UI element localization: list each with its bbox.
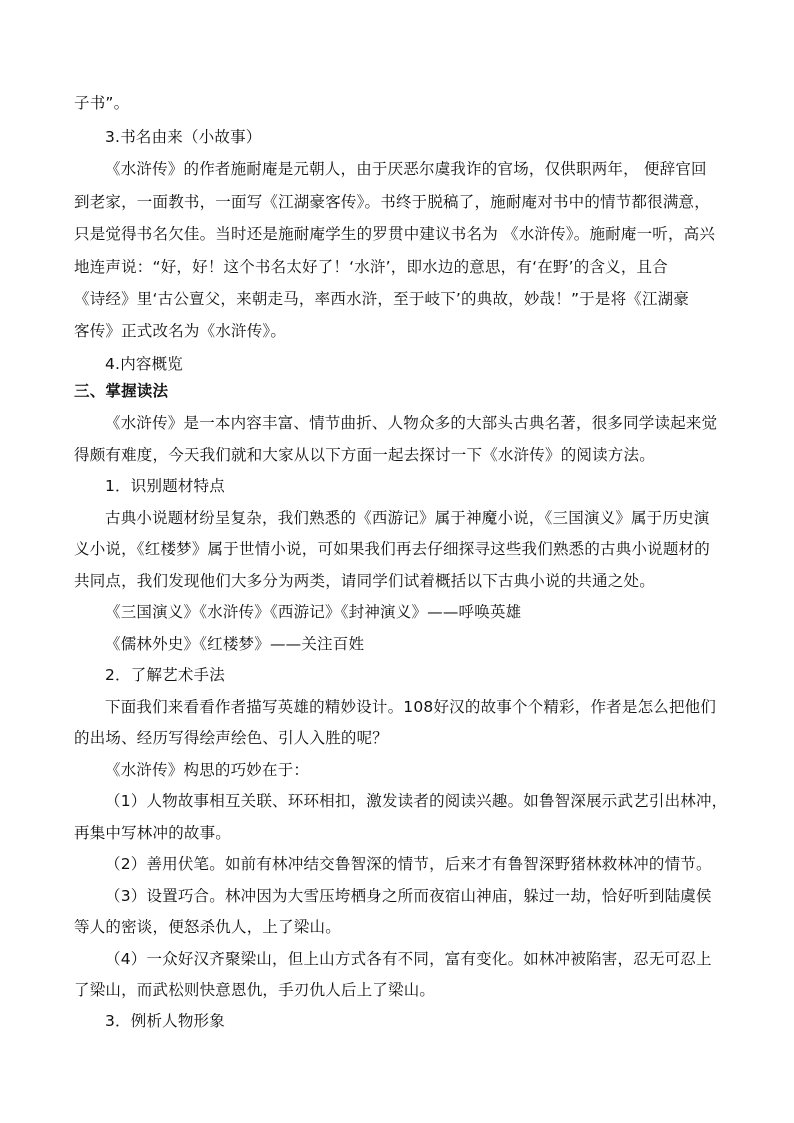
text-line-14: 古典小说题材纷呈复杂，我们熟悉的《西游记》属于神魔小说，《三国演义》属于历史演 <box>105 509 710 527</box>
text-line-22: 《水浒传》构思的巧妙在于： <box>105 761 310 779</box>
text-line-8: 客传》正式改名为《水浒传》。 <box>74 322 287 340</box>
text-line-24: 再集中写林冲的故事。 <box>74 824 232 842</box>
text-line-1: 子书”。 <box>74 94 130 112</box>
text-line-3: 《水浒传》的作者施耐庵是元朝人，由于厌恶尔虞我诈的官场，仅供职两年， 便辞官回 <box>105 160 707 178</box>
text-line-20: 下面我们来看看作者描写英雄的精妙设计。108好汉的故事个个精彩，作者是怎么把他们 <box>105 698 717 716</box>
text-line-16: 共同点，我们发现他们大多分为两类，请同学们试着概括以下古典小说的共通之处。 <box>74 572 655 590</box>
section-heading-artistic-technique: 2．了解艺术手法 <box>105 666 225 684</box>
text-line-12: 得颇有难度，今天我们就和大家从以下方面一起去探讨一下《水浒传》的阅读方法。 <box>74 446 655 464</box>
section-heading-character-analysis: 3．例析人物形象 <box>105 1012 225 1030</box>
text-line-27: 等人的密谈，便怒杀仇人，上了梁山。 <box>74 918 341 936</box>
text-line-28: （4）一众好汉齐聚梁山，但上山方式各有不同，富有变化。如林冲被陷害，忍无可忍上 <box>105 950 712 968</box>
text-line-11: 《水浒传》是一本内容丰富、情节曲折、人物众多的大部头古典名著，很多同学读起来觉 <box>105 414 718 432</box>
text-line-17: 《三国演义》《水浒传》《西游记》《封神演义》——呼唤英雄 <box>105 603 522 621</box>
text-line-18: 《儒林外史》《红楼梦》——关注百姓 <box>105 635 365 653</box>
text-line-29: 了梁山，而武松则快意恩仇，手刃仇人后上了梁山。 <box>74 981 436 999</box>
section-heading-identify-genre: 1．识别题材特点 <box>105 477 225 495</box>
text-line-4: 到老家，一面教书，一面写《江湖豪客传》。书终于脱稿了，施耐庵对书中的情节都很满意， <box>74 193 710 211</box>
text-line-7: 《诗经》里‘古公亶父，来朝走马，率西水浒，至于岐下’的典故，妙哉！”于是将《江湖豪 <box>74 290 690 308</box>
section-heading-reading-method: 三、掌握读法 <box>74 382 169 400</box>
section-heading-book-title-origin: 3.书名由来（小故事） <box>105 128 262 146</box>
text-line-5: 只是觉得书名欠佳。当时还是施耐庵学生的罗贯中建议书名为 《水浒传》。施耐庵一听，高兴 <box>74 225 716 243</box>
text-line-6: 地连声说：“好，好！这个书名太好了！‘水浒’，即水边的意思，有‘在野’的含义，且合 <box>74 258 668 276</box>
text-line-23: （1）人物故事相互关联、环环相扣，激发读者的阅读兴趣。如鲁智深展示武艺引出林冲， <box>105 792 728 810</box>
text-line-26: （3）设置巧合。林冲因为大雪压垮栖身之所而夜宿山神庙，躲过一劫，恰好听到陆虞侯 <box>105 887 712 905</box>
text-line-21: 的出场、经历写得绘声绘色、引人入胜的呢？ <box>74 729 389 747</box>
text-line-25: （2）善用伏笔。如前有林冲结交鲁智深的情节，后来才有鲁智深野猪林救林冲的情节。 <box>105 855 712 873</box>
text-line-15: 义小说，《红楼梦》属于世情小说，可如果我们再去仔细探寻这些我们熟悉的古典小说题材的 <box>74 540 710 558</box>
section-heading-content-overview: 4.内容概览 <box>105 355 183 373</box>
